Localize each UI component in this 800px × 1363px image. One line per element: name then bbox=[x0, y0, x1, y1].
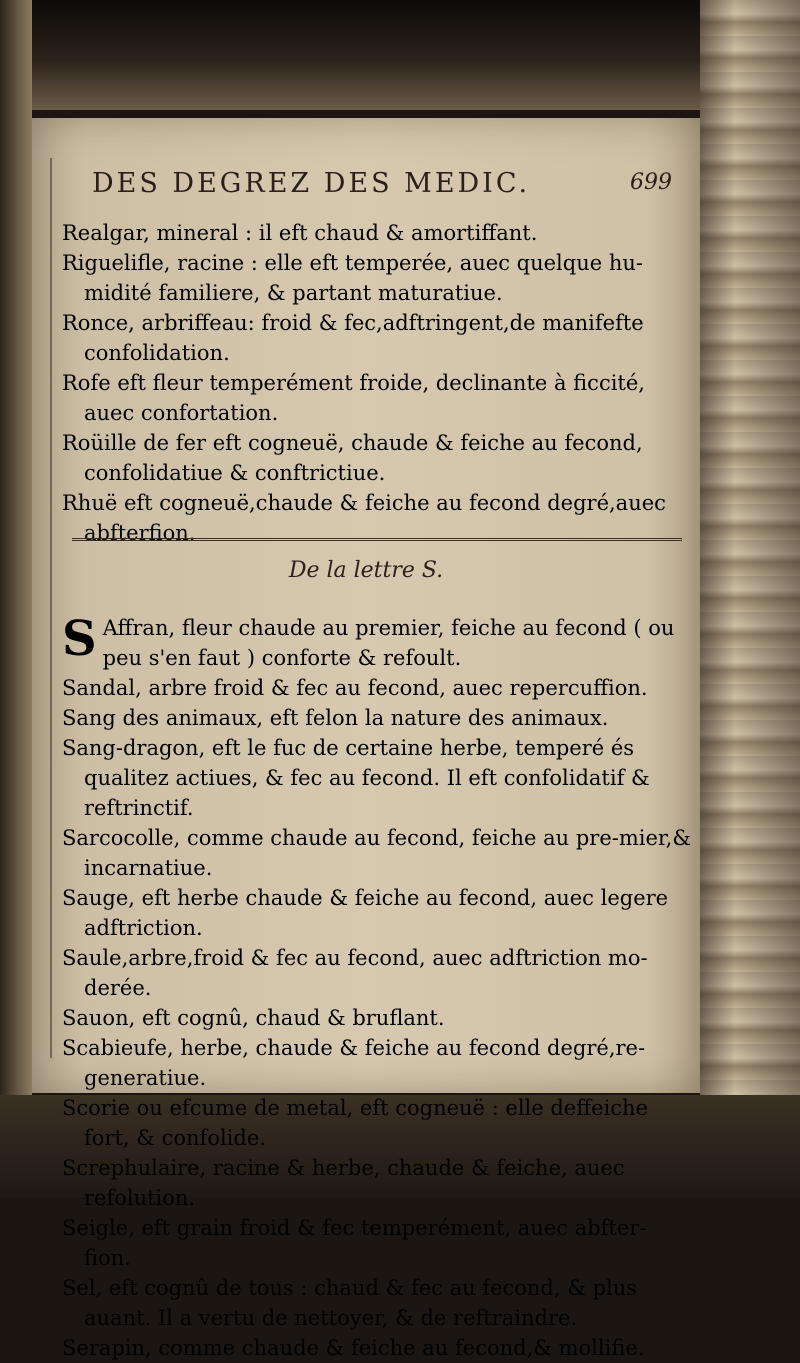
running-title: DES DEGREZ DES MEDIC. bbox=[92, 168, 531, 199]
book-page bbox=[32, 118, 700, 1360]
entry-sarcocolle: Sarcocolle, comme chaude au fecond, feiche au pre-mier,& incarnatiue. bbox=[62, 826, 692, 880]
entries-letter-r bbox=[62, 218, 692, 548]
section-heading: De la lettre S. bbox=[288, 558, 444, 583]
scan-left-edge bbox=[0, 0, 32, 1198]
scan-top-edge bbox=[0, 0, 800, 110]
entry-sang: Sang des animaux, eft felon la nature des animaux. bbox=[62, 706, 609, 730]
entry-seigle: Seigle, eft grain froid & fec temperément, auec abfter-fion. bbox=[62, 1216, 647, 1270]
entry-screphulaire: Screphulaire, racine & herbe, chaude & feiche, auec refolution. bbox=[62, 1156, 625, 1210]
running-head bbox=[92, 168, 672, 202]
entry-rhue: Rhuë eft cogneuë,chaude & feiche au fecond degré,auec abfterfion. bbox=[62, 491, 666, 545]
entry-ronce: Ronce, arbriffeau: froid & fec,adftringent,de manifefte confolidation. bbox=[62, 311, 644, 365]
entry-realgar: Realgar, mineral : il eft chaud & amortiffant. bbox=[62, 221, 538, 245]
entry-sandal: Sandal, arbre froid & fec au fecond, auec repercuffion. bbox=[62, 676, 648, 700]
entry-sauge: Sauge, eft herbe chaude & feiche au fecond, auec legere adftriction. bbox=[62, 886, 669, 940]
entry-sang-dragon: Sang-dragon, eft le fuc de certaine herbe, temperé és qualitez actiues, & fec au fecond. Il eft confolidatif & reftrinctif. bbox=[62, 736, 650, 820]
entry-saule: Saule,arbre,froid & fec au fecond, auec adftriction mo-derée. bbox=[62, 946, 648, 1000]
entry-rose: Rofe eft fleur temperément froide, declinante à ficcité, auec confortation. bbox=[62, 371, 645, 425]
book-fore-edge bbox=[700, 0, 800, 1198]
drop-cap: S bbox=[62, 611, 97, 667]
entry-serapin: Serapin, comme chaude & feiche au fecond,& mollifie. bbox=[62, 1336, 645, 1360]
entry-rouille: Roüille de fer eft cogneuë, chaude & feiche au fecond, confolidatiue & conftrictiue. bbox=[62, 431, 643, 485]
entry-sauon: Sauon, eft cognû, chaud & bruflant. bbox=[62, 1006, 445, 1030]
entry-saffran-text: Affran, fleur chaude au premier, feiche au fecond ( ou peu s'en faut ) conforte & refoult. bbox=[102, 616, 675, 670]
entries-letter-s bbox=[62, 613, 692, 1363]
entry-saffran bbox=[62, 613, 692, 673]
entry-scabieuse: Scabieufe, herbe, chaude & feiche au fecond degré,re-generatiue. bbox=[62, 1036, 646, 1090]
section-divider bbox=[72, 538, 682, 549]
page-number: 699 bbox=[630, 170, 672, 195]
margin-rule bbox=[50, 158, 52, 1058]
entry-scorie: Scorie ou efcume de metal, eft cogneuë : elle deffeiche fort, & confolide. bbox=[62, 1096, 649, 1150]
entry-sel: Sel, eft cognû de tous : chaud & fec au fecond, & plus auant. Il a vertu de nettoyer, & de reftraindre. bbox=[62, 1276, 638, 1330]
entry-riguelisse: Riguelifle, racine : elle eft temperée, auec quelque hu-midité familiere, & partant maturatiue. bbox=[62, 251, 643, 305]
